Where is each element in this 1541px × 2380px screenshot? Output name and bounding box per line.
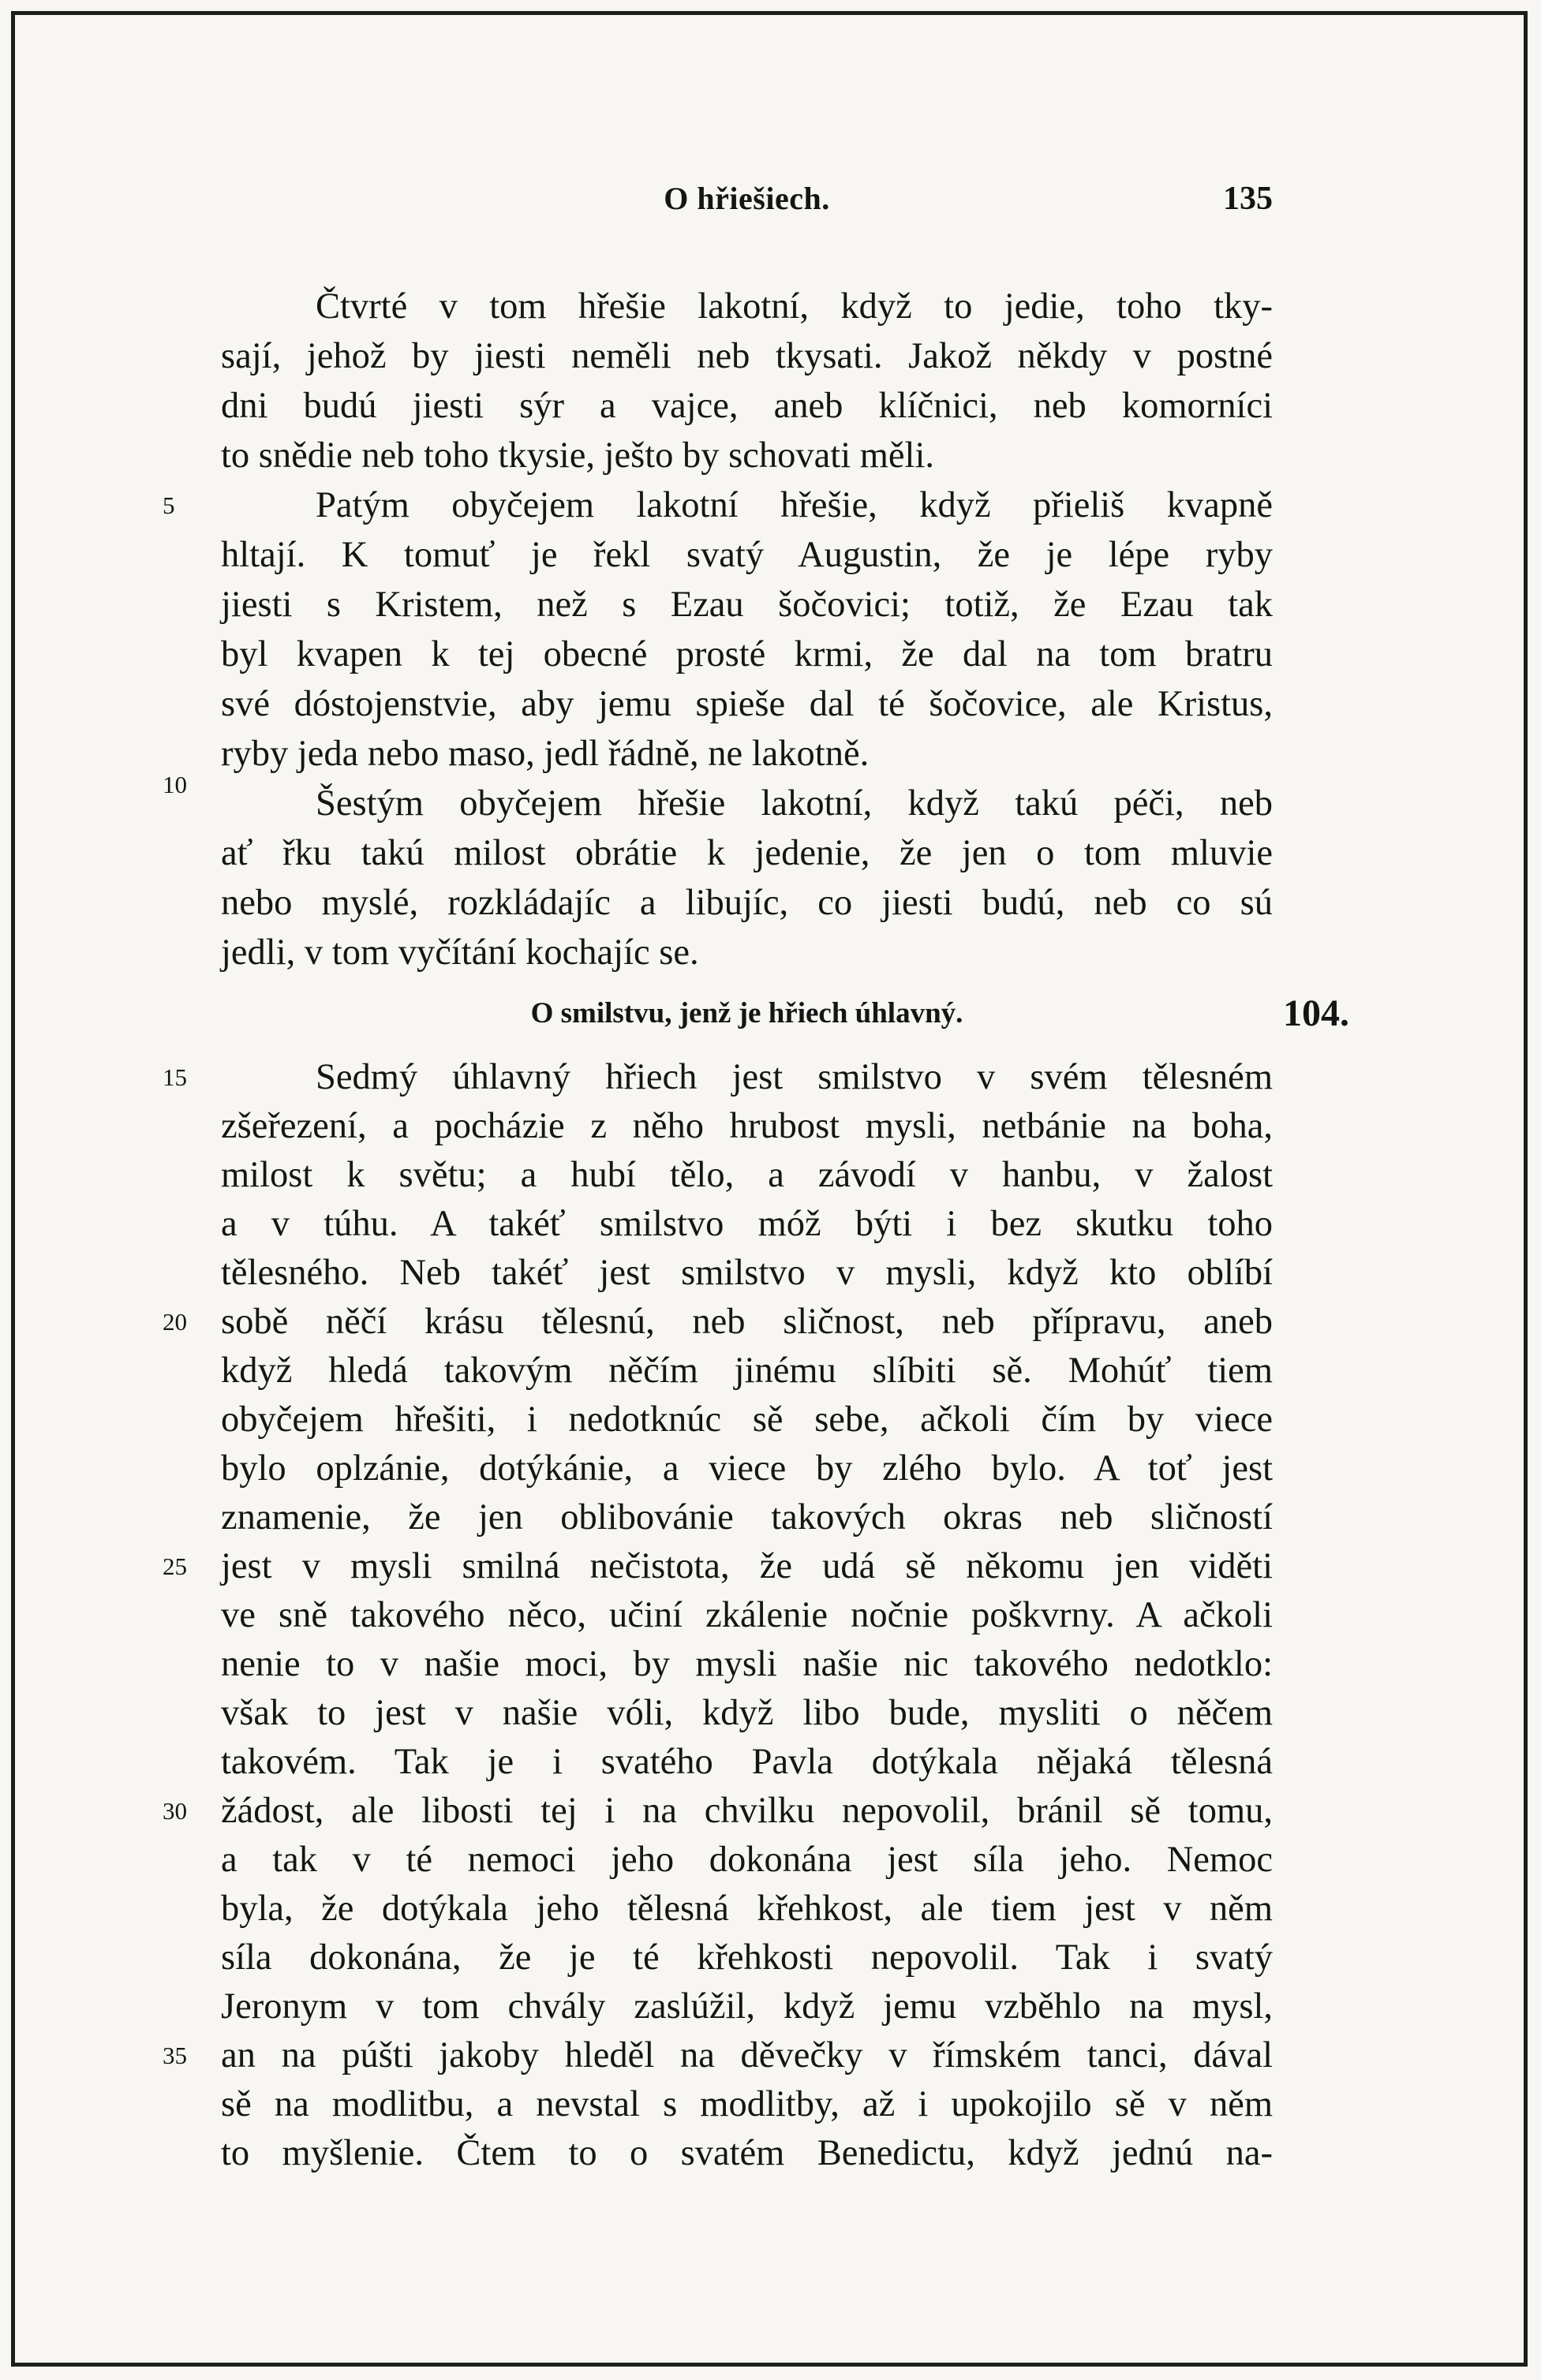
text-line: nenie to v našie moci, by mysli našie nic takového nedotklo:	[221, 1644, 1273, 1684]
line-number: 30	[163, 1797, 187, 1825]
page-header	[221, 180, 1273, 227]
text-line: jiesti s Kristem, než s Ezau šočovici; totiž, že Ezau tak	[221, 585, 1273, 625]
text-line: byla, že dotýkala jeho tělesná křehkost, ale tiem jest v něm	[221, 1889, 1273, 1929]
text-line: byl kvapen k tej obecné prosté krmi, že dal na tom bratru	[221, 634, 1273, 674]
text-line: jest v mysli smilná nečistota, že udá sě někomu jen viděti	[221, 1546, 1273, 1586]
text-line: ryby jeda nebo maso, jedl řádně, ne lakotně.	[221, 734, 870, 774]
text-line: nebo myslé, rozkládajíc a libujíc, co jiesti budú, neb co sú	[221, 883, 1273, 923]
text-line: jedli, v tom vyčítání kochajíc se.	[221, 932, 699, 973]
text-line: žádost, ale libosti tej i na chvilku nepovolil, bránil sě tomu,	[221, 1791, 1273, 1831]
line-number: 25	[163, 1552, 187, 1580]
running-title: O hřiešiech.	[664, 181, 830, 216]
line-number: 35	[163, 2042, 187, 2069]
text-line: an na púšti jakoby hleděl na děvečky v římském tanci, dával	[221, 2035, 1273, 2075]
text-line: ať řku takú milost obrátie k jedenie, že jen o tom mluvie	[221, 833, 1273, 873]
text-line: sě na modlitbu, a nevstal s modlitby, až i upokojilo sě v něm	[221, 2084, 1273, 2124]
text-line: Jeronym v tom chvály zaslúžil, když jemu vzběhlo na mysl,	[221, 1986, 1273, 2027]
page-number: 135	[1223, 181, 1273, 217]
text-line: takovém. Tak je i svatého Pavla dotýkala nějaká tělesná	[221, 1742, 1273, 1782]
text-line: zšeřezení, a pocházie z něho hrubost mysli, netbánie na boha,	[221, 1106, 1273, 1146]
line-number: 20	[163, 1308, 187, 1336]
text-line: Šestým obyčejem hřešie lakotní, když takú péči, neb	[316, 783, 1273, 824]
text-line: Čtvrté v tom hřešie lakotní, když to jedie, toho tky-	[316, 286, 1273, 327]
text-line: to snědie neb toho tkysie, ješto by schovati měli.	[221, 435, 935, 476]
text-line: dni budú jiesti sýr a vajce, aneb klíčnici, neb komorníci	[221, 386, 1273, 426]
text-line: to myšlenie. Čtem to o svatém Benedictu, když jednú na-	[221, 2133, 1273, 2173]
text-line: milost k světu; a hubí tělo, a závodí v hanbu, v žalost	[221, 1155, 1273, 1195]
text-line: a tak v té nemoci jeho dokonána jest síla jeho. Nemoc	[221, 1840, 1273, 1880]
text-line: když hledá takovým něčím jinému slíbiti sě. Mohúť tiem	[221, 1351, 1273, 1391]
text-line: a v túhu. A takéť smilstvo móž býti i bez skutku toho	[221, 1204, 1273, 1244]
text-line: tělesného. Neb takéť jest smilstvo v mysli, když kto oblíbí	[221, 1253, 1273, 1293]
section-number: 104.	[1283, 992, 1349, 1034]
text-line: sají, jehož by jiesti neměli neb tkysati. Jakož někdy v postné	[221, 336, 1273, 376]
text-line: však to jest v našie vóli, když libo bude, mysliti o něčem	[221, 1693, 1273, 1733]
text-line: Patým obyčejem lakotní hřešie, když přieliš kvapně	[316, 485, 1273, 525]
text-line: sobě něčí krásu tělesnú, neb sličnost, neb přípravu, aneb	[221, 1302, 1273, 1342]
section-heading: O smilstvu, jenž je hřiech úhlavný.	[530, 997, 963, 1029]
text-line: znamenie, že jen oblibovánie takových okras neb sličností	[221, 1497, 1273, 1537]
line-number: 5	[163, 491, 175, 519]
text-line: své dóstojenstvie, aby jemu spieše dal té šočovice, ale Kristus,	[221, 684, 1273, 724]
text-line: síla dokonána, že je té křehkosti nepovolil. Tak i svatý	[221, 1937, 1273, 1978]
line-number: 10	[163, 771, 187, 798]
text-line: ve sně takového něco, učiní zkálenie nočnie poškvrny. A ačkoli	[221, 1595, 1273, 1635]
text-line: bylo oplzánie, dotýkánie, a viece by zlého bylo. A toť jest	[221, 1448, 1273, 1489]
text-line: obyčejem hřešiti, i nedotknúc sě sebe, ačkoli čím by viece	[221, 1399, 1273, 1440]
text-line: Sedmý úhlavný hřiech jest smilstvo v svém tělesném	[316, 1057, 1273, 1097]
text-line: hltají. K tomuť je řekl svatý Augustin, že je lépe ryby	[221, 535, 1273, 575]
line-number: 15	[163, 1063, 187, 1091]
